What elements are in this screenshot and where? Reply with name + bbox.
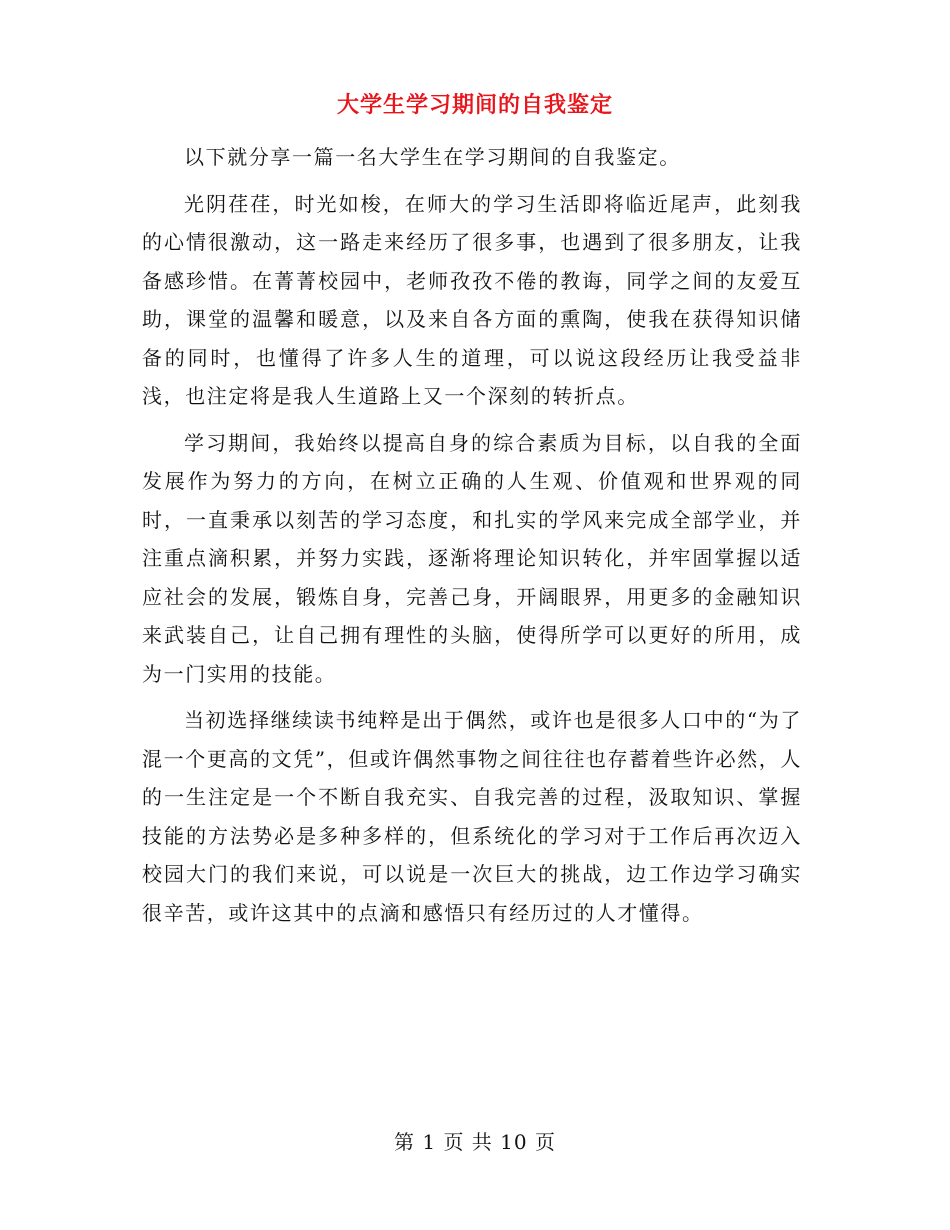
paragraph-3: 当初选择继续读书纯粹是出于偶然，或许也是很多人口中的“为了混一个更高的文凭”，但或许偶然事物之间往往也存蓄着些许必然，人的一生注定是一个不断自我充实、自我完善的过程，汲取知识、掌握技能的方法势必是多种多样的，但系统化的学习对于工作后再次迈入校园大门的我们来说，可以说是一次巨大的挑战，边工作边学习确实很辛苦，或许这其中的点滴和感悟只有经历过的人才懂得。 <box>142 708 802 925</box>
document-title: 大学生学习期间的自我鉴定 <box>336 92 613 118</box>
document-body <box>142 138 802 940</box>
paragraph-intro: 以下就分享一篇一名大学生在学习期间的自我鉴定。 <box>184 145 681 169</box>
paragraph-1: 光阴荏荏，时光如梭，在师大的学习生活即将临近尾声，此刻我的心情很激动，这一路走来经历了很多事，也遇到了很多朋友，让我备感珍惜。在菁菁校园中，老师孜孜不倦的教诲，同学之间的友爱互助，课堂的温馨和暖意，以及来自各方面的熏陶，使我在获得知识储备的同时，也懂得了许多人生的道理，可以说这段经历让我受益非浅，也注定将是我人生道路上又一个深刻的转折点。 <box>142 191 802 408</box>
page-number-footer: 第 1 页 共 10 页 <box>394 1130 556 1154</box>
paragraph-2: 学习期间，我始终以提高自身的综合素质为目标，以自我的全面发展作为努力的方向，在树立正确的人生观、价值观和世界观的同时，一直秉承以刻苦的学习态度，和扎实的学风来完成全部学业，并注重点滴积累，并努力实践，逐渐将理论知识转化，并牢固掌握以适应社会的发展，锻炼自身，完善己身，开阔眼界，用更多的金融知识来武装自己，让自己拥有理性的头脑，使得所学可以更好的所用，成为一门实用的技能。 <box>142 430 802 686</box>
